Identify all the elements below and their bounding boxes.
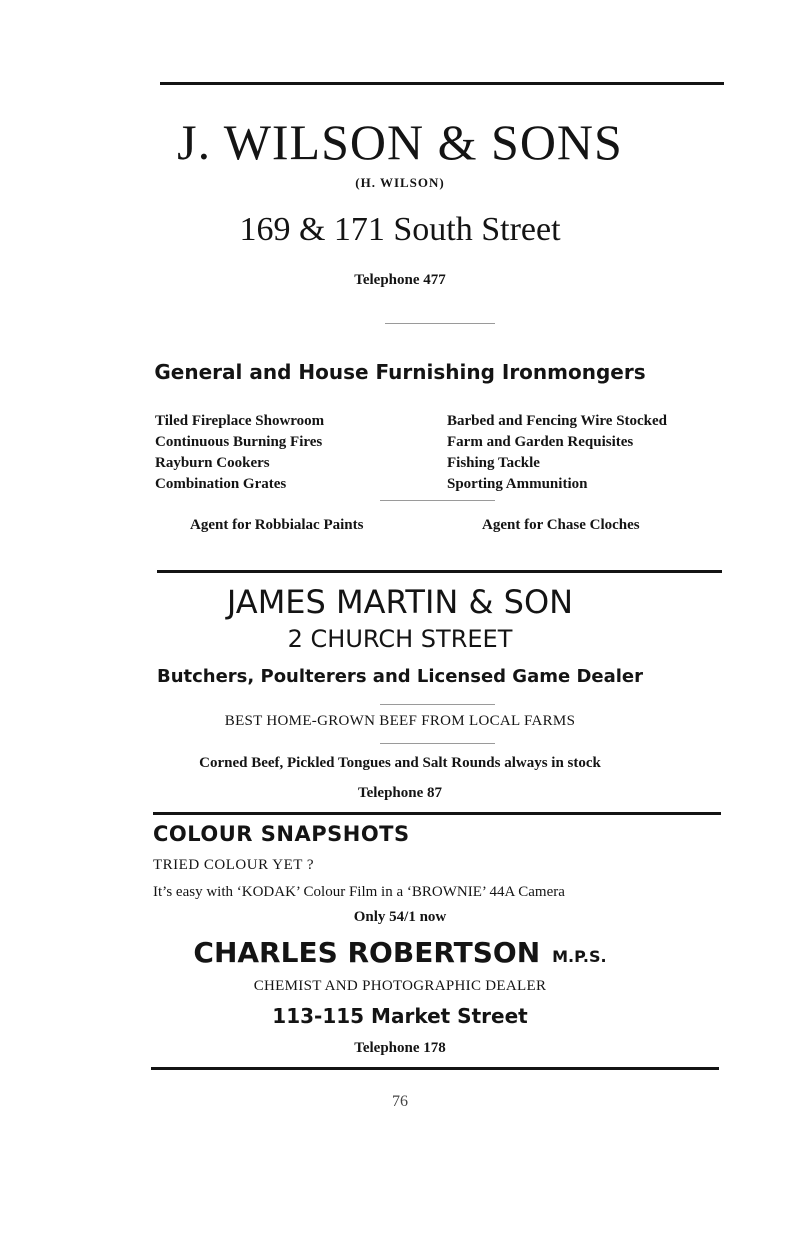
wilson-left-list (155, 411, 324, 495)
bottom-rule (151, 1067, 719, 1070)
list-item: Fishing Tackle (447, 455, 540, 471)
wilson-name: J. WILSON & SONS (177, 114, 623, 170)
martin-stock: Corned Beef, Pickled Tongues and Salt Rounds always in stock (199, 755, 601, 771)
divider (380, 743, 495, 744)
robertson-name: CHARLES ROBERTSON (193, 936, 541, 969)
martin-telephone: Telephone 87 (357, 785, 443, 801)
martin-address: 2 CHURCH STREET (287, 625, 513, 653)
wilson-agent-right: Agent for Chase Cloches (482, 517, 640, 533)
wilson-address: 169 & 171 South Street (239, 211, 561, 248)
wilson-telephone: Telephone 477 (354, 272, 446, 288)
wilson-proprietor: (H. WILSON) (355, 175, 445, 190)
divider (380, 704, 495, 705)
wilson-agent-left: Agent for Robbialac Paints (190, 517, 364, 533)
martin-beef: BEST HOME-GROWN BEEF FROM LOCAL FARMS (224, 713, 576, 729)
robertson-price: Only 54/1 now (353, 909, 447, 925)
page-number: 76 (392, 1093, 408, 1110)
list-item: Barbed and Fencing Wire Stocked (447, 413, 668, 429)
wilson-right-list (447, 411, 667, 495)
robertson-easy: It’s easy with ‘KODAK’ Colour Film in a ‘BROWNIE’ 44A Camera (153, 884, 565, 900)
divider (380, 500, 495, 501)
list-item: Continuous Burning Fires (155, 434, 323, 450)
list-item: Rayburn Cookers (155, 455, 270, 471)
robertson-address: 113-115 Market Street (272, 1004, 528, 1028)
martin-name: JAMES MARTIN & SON (226, 583, 574, 621)
section-rule (157, 570, 722, 573)
robertson-heading: COLOUR SNAPSHOTS (153, 822, 410, 846)
martin-trade: Butchers, Poulterers and Licensed Game Dealer (156, 666, 644, 687)
divider (385, 323, 495, 324)
section-rule (153, 812, 721, 815)
robertson-suffix: M.P.S. (552, 947, 607, 966)
top-rule (160, 82, 724, 85)
robertson-trade: CHEMIST AND PHOTOGRAPHIC DEALER (253, 978, 547, 994)
robertson-tried: TRIED COLOUR YET ? (153, 857, 315, 873)
wilson-trade: General and House Furnishing Ironmongers (154, 360, 646, 384)
list-item: Combination Grates (155, 476, 287, 492)
robertson-telephone: Telephone 178 (354, 1040, 446, 1056)
list-item: Tiled Fireplace Showroom (155, 413, 325, 429)
list-item: Farm and Garden Requisites (447, 434, 634, 450)
robertson-name-line (0, 936, 800, 969)
list-item: Sporting Ammunition (447, 476, 588, 492)
